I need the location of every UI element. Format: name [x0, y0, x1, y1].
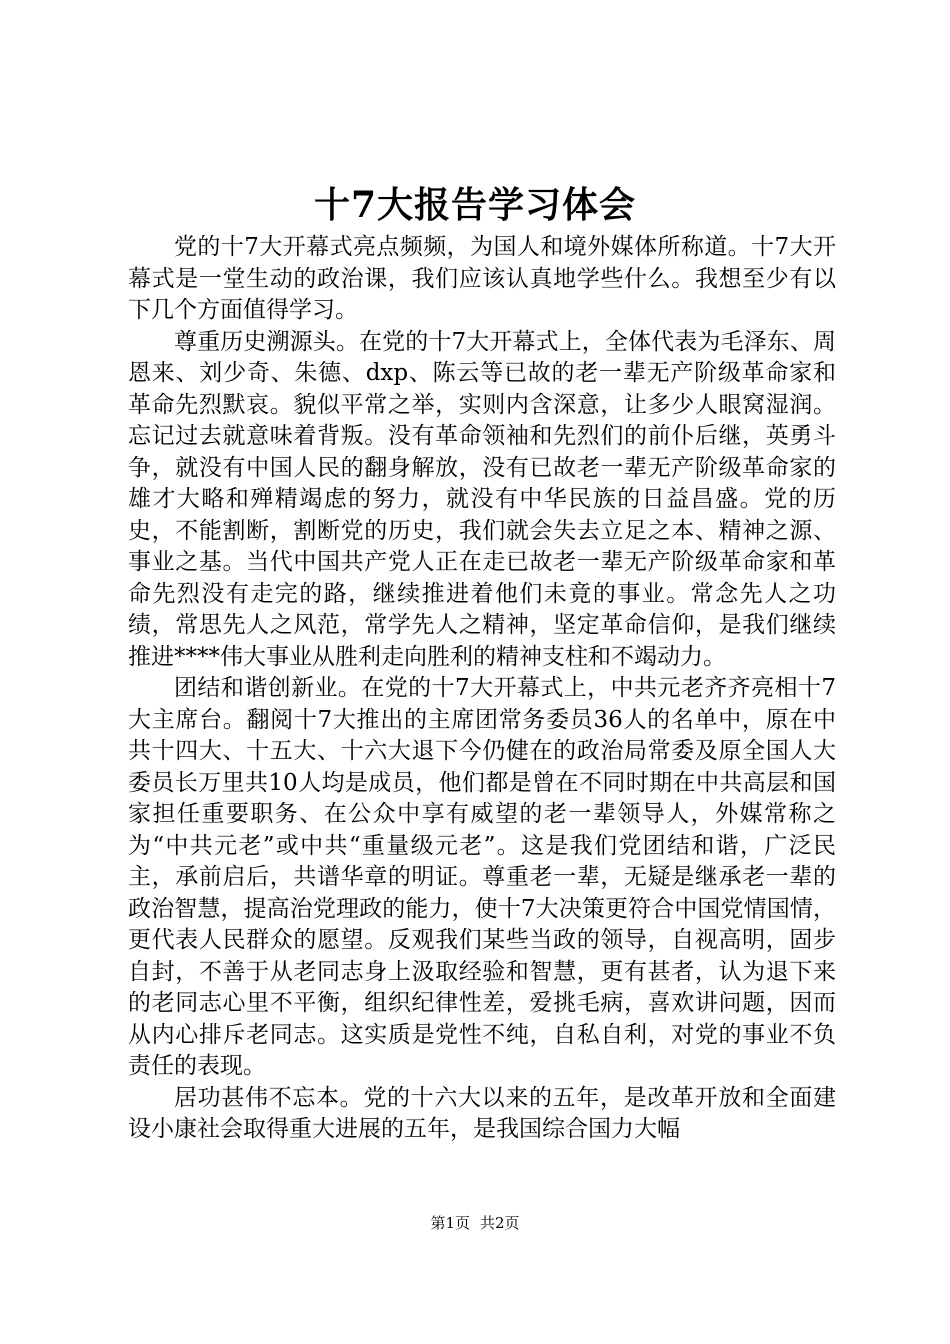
document-title: 十7大报告学习体会 — [313, 184, 637, 226]
paragraph-achievement: 居功甚伟不忘本。党的十六大以来的五年，是改革开放和全面建设小康社会取得重大进展的五年，是我国综合国力大幅 — [128, 1084, 836, 1142]
page-number: 第1页 — [430, 1214, 470, 1232]
paragraph-unity: 团结和谐创新业。在党的十7大开幕式上，中共元老齐齐亮相十7大主席台。翻阅十7大推出的主席团常务委员36人的名单中，原在中共十四大、十五大、十六大退下今仍健在的政治局常委及原全国人大委员长万里共10人均是成员，他们都是曾在不同时期在中共高层和国家担任重要职务、在公众中享有威望的老一辈领导人，外媒常称之为“中共元老”或中共“重量级元老”。这是我们党团结和谐，广泛民主，承前启后，共谱华章的明证。尊重老一辈，无疑是继承老一辈的政治智慧，提高治党理政的能力，使十7大决策更符合中国党情国情，更代表人民群众的愿望。反观我们某些当政的领导，自视高明，固步自封，不善于从老同志身上汲取经验和智慧，更有甚者，认为退下来的老同志心里不平衡，组织纪律性差，爱挑毛病，喜欢讲问题，因而从内心排斥老同志。这实质是党性不纯，自私自利，对党的事业不负责任的表现。 — [128, 675, 836, 1079]
page-footer — [0, 1213, 950, 1233]
document-body — [128, 232, 836, 1146]
paragraph-intro: 党的十7大开幕式亮点频频，为国人和境外媒体所称道。十7大开幕式是一堂生动的政治课，我们应该认真地学些什么。我想至少有以下几个方面值得学习。 — [128, 234, 836, 323]
page-count: 共2页 — [480, 1214, 520, 1232]
paragraph-history: 尊重历史溯源头。在党的十7大开幕式上，全体代表为毛泽东、周恩来、刘少奇、朱德、dxp、陈云等已故的老一辈无产阶级革命家和革命先烈默哀。貌似平常之举，实则内含深意，让多少人眼窝湿润。忘记过去就意味着背叛。没有革命领袖和先烈们的前仆后继，英勇斗争，就没有中国人民的翻身解放，没有已故老一辈无产阶级革命家的雄才大略和殚精竭虑的努力，就没有中华民族的日益昌盛。党的历史，不能割断，割断党的历史，我们就会失去立足之本、精神之源、事业之基。当代中国共产党人正在走已故老一辈无产阶级革命家和革命先烈没有走完的路，继续推进着他们未竟的事业。常念先人之功绩，常思先人之风范，常学先人之精神，坚定革命信仰，是我们继续推进****伟大事业从胜利走向胜利的精神支柱和不竭动力。 — [128, 328, 836, 670]
